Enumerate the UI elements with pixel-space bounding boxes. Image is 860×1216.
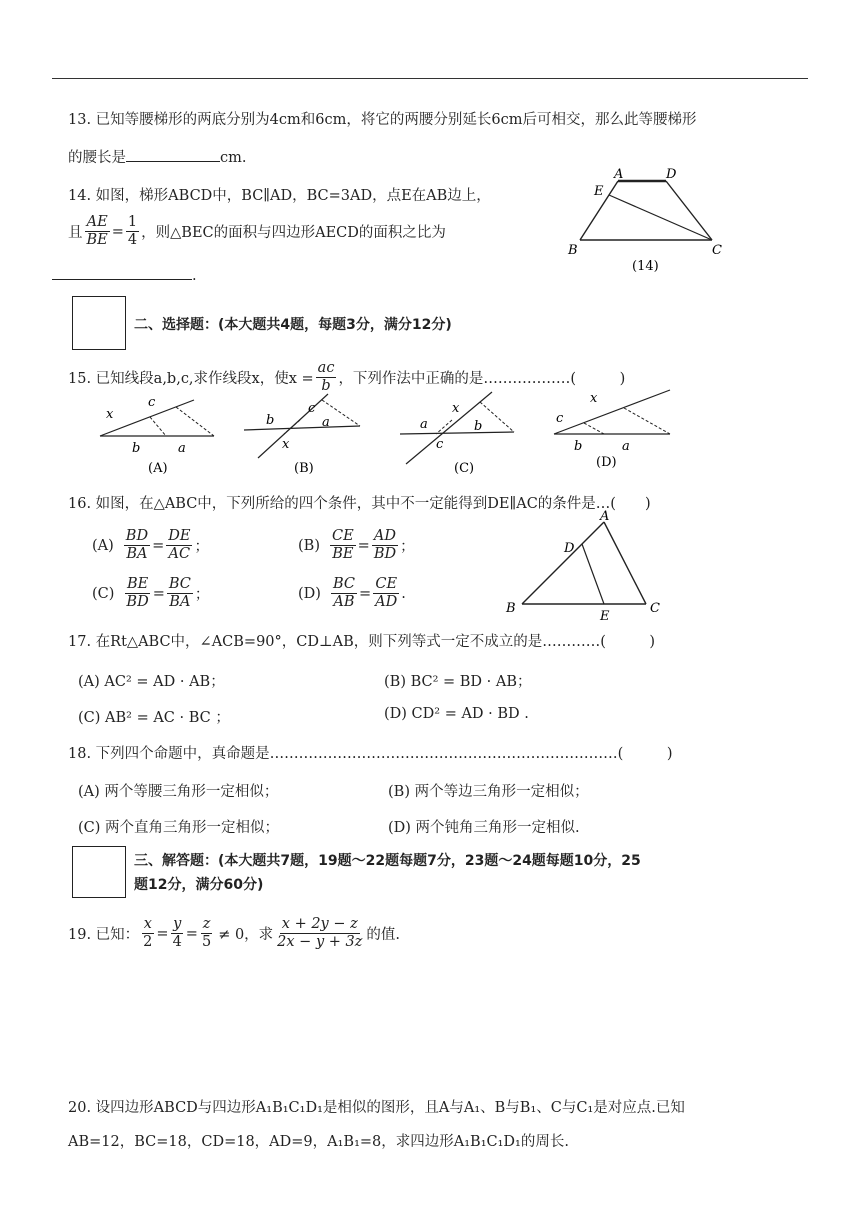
q15-figure-d — [548, 386, 688, 472]
q14-val-num: 1 — [127, 214, 138, 230]
q14-frac-den: BE — [86, 232, 108, 248]
q16c-d2: BA — [169, 594, 191, 610]
q16c-end: ； — [194, 587, 210, 603]
q19-f2n: y — [173, 916, 182, 932]
q16b-n1: CE — [331, 528, 354, 544]
q16b-frac2 — [372, 528, 398, 563]
q16b-eq: = — [357, 537, 370, 554]
q15-figure-c — [396, 390, 526, 474]
q17-stem: 17. 在Rt△ABC中，∠ACB=90°，CD⊥AB，则下列等式一定不成立的是…………( ) — [68, 634, 656, 650]
q19-f3n: z — [202, 916, 211, 932]
q14-line3 — [52, 268, 197, 284]
q15a-label-x: x — [106, 407, 114, 422]
q14-end: . — [192, 268, 197, 284]
q14-val-den: 4 — [127, 232, 138, 248]
q15c-label-c: c — [436, 437, 444, 452]
q16b-d1: BE — [332, 546, 354, 562]
q18-stem: 18. 下列四个命题中，真命题是………………………………………………………………( ) — [68, 746, 673, 762]
q16c-n2: BC — [168, 576, 191, 592]
section2-heading: 二、选择题：(本大题共4题，每题3分，满分12分) — [134, 317, 452, 333]
q20-line2: AB=12，BC=18，CD=18，AD=9，A₁B₁=8，求四边形A₁B₁C₁D₁的周长. — [68, 1134, 569, 1150]
q16a-d1: BA — [126, 546, 148, 562]
q14-line2 — [68, 214, 446, 249]
q14-answer-blank[interactable] — [52, 279, 192, 280]
q16d-frac2 — [373, 576, 399, 611]
q15b-label-a: a — [322, 415, 330, 430]
q15-caption-b: (B) — [294, 461, 314, 474]
q16-triangle-figure — [500, 508, 680, 624]
q19-stem — [68, 916, 400, 951]
q16b-frac1 — [330, 528, 356, 563]
q15-caption-c: (C) — [454, 461, 475, 474]
q19-frac-z — [200, 916, 213, 951]
q15b-label-x: x — [282, 437, 290, 452]
q17-option-b[interactable]: (B) BC² = BD · AB； — [384, 674, 532, 690]
q17-option-a[interactable]: (A) AC² = AD · AB； — [78, 674, 225, 690]
q16-option-c[interactable] — [92, 576, 209, 611]
q15-figure-a — [90, 392, 230, 474]
q16a-frac1 — [124, 528, 150, 563]
q14-post: ，则△BEC的面积与四边形AECD的面积之比为 — [141, 225, 446, 241]
q16a-frac2 — [166, 528, 192, 563]
q14-label-a: A — [614, 167, 624, 182]
q16a-eq: = — [152, 537, 165, 554]
q15-frac-den: b — [321, 378, 331, 394]
section2-score-box[interactable] — [72, 296, 126, 350]
q15a-label-b: b — [132, 441, 141, 456]
q16b-label: (B) — [298, 537, 320, 554]
q16c-eq: = — [152, 585, 165, 602]
q14-eq: = — [111, 223, 124, 240]
q14-trapezoid-figure — [560, 164, 730, 278]
section3-heading-line2: 题12分，满分60分) — [134, 877, 264, 893]
q16b-d2: BD — [373, 546, 397, 562]
q19-eq1: = — [156, 925, 169, 942]
q17-option-d[interactable]: (D) CD² = AD · BD . — [384, 706, 529, 722]
q16-label-e: E — [600, 609, 610, 624]
q16a-end: ； — [194, 539, 209, 555]
q19-eq2: = — [185, 925, 198, 942]
q15c-label-b: b — [474, 419, 483, 434]
q13-answer-blank[interactable] — [126, 161, 220, 162]
q15-caption-d: (D) — [596, 455, 617, 470]
section3-heading-line1: 三、解答题：(本大题共7题，19题～22题每题7分，23题～24题每题10分，25 — [134, 853, 641, 869]
q15-caption-a: (A) — [148, 461, 168, 474]
q19-neq: ≠ 0，求 — [218, 927, 274, 943]
q16d-d1: AB — [333, 594, 355, 610]
q15c-label-a: a — [420, 417, 428, 432]
q15b-label-c: c — [308, 401, 316, 416]
q20-line1: 20. 设四边形ABCD与四边形A₁B₁C₁D₁是相似的图形，且A与A₁、B与B₁、C与C₁是对应点.已知 — [68, 1100, 685, 1116]
q19-f4d: 2x − y + 3z — [277, 934, 363, 950]
q16d-d2: AD — [375, 594, 398, 610]
q18-option-c[interactable]: (C) 两个直角三角形一定相似； — [78, 820, 280, 836]
q16-label-b: B — [506, 601, 516, 616]
q19-frac-y — [171, 916, 184, 951]
q14-fraction-ae-be — [85, 214, 110, 249]
q15d-label-b: b — [574, 439, 583, 454]
q19-f2d: 4 — [172, 934, 182, 950]
q14-label-e: E — [594, 184, 604, 199]
q14-label-b: B — [568, 243, 578, 258]
q16b-end: ； — [400, 539, 415, 555]
q15-text-pre: 15. 已知线段a,b,c,求作线段x，使x = — [68, 371, 314, 387]
q16-label-a: A — [600, 509, 610, 524]
q13-line2-post: cm. — [220, 150, 247, 166]
q16b-n2: AD — [373, 528, 397, 544]
q15a-label-c: c — [148, 395, 156, 410]
q15d-label-a: a — [622, 439, 630, 454]
q16a-n2: DE — [168, 528, 191, 544]
q16-option-a[interactable] — [92, 528, 209, 563]
q15-text-post: ，下列作法中正确的是………………( ) — [338, 371, 626, 387]
q18-option-a[interactable]: (A) 两个等腰三角形一定相似； — [78, 784, 279, 800]
q13-line1: 13. 已知等腰梯形的两底分别为4cm和6cm，将它的两腰分别延长6cm后可相交，那么此等腰梯形 — [68, 112, 697, 128]
q13-line2 — [68, 146, 246, 167]
q16d-eq: = — [358, 585, 372, 602]
q16c-frac1 — [124, 576, 150, 611]
q19-f4n: x + 2y − z — [281, 916, 358, 932]
q14-label-c: C — [712, 243, 722, 258]
q15c-label-x: x — [452, 401, 460, 416]
q14-pre: 且 — [68, 225, 83, 241]
q16c-label: (C) — [92, 585, 115, 602]
q16-label-d: D — [564, 541, 575, 556]
q18-option-b[interactable]: (B) 两个等边三角形一定相似； — [388, 784, 589, 800]
q16-stem: 16. 如图，在△ABC中，下列所给的四个条件，其中不一定能得到DE∥AC的条件是…( ) — [68, 496, 651, 512]
q16a-d2: AC — [168, 546, 191, 562]
q16-option-b[interactable] — [298, 528, 415, 563]
q13-line2-pre: 的腰长是 — [68, 150, 126, 166]
q16d-label: (D) — [298, 585, 321, 602]
q16d-n1: BC — [332, 576, 355, 592]
q14-caption: (14) — [632, 259, 659, 274]
q19-frac-x — [141, 916, 154, 951]
q15b-label-b: b — [266, 413, 275, 428]
q16a-label: (A) — [92, 537, 114, 554]
q15d-label-x: x — [590, 391, 598, 406]
q19-f3d: 5 — [201, 934, 212, 950]
q14-label-d: D — [666, 167, 677, 182]
q16-option-d[interactable] — [298, 576, 406, 611]
q16d-end: . — [401, 585, 406, 602]
q19-f1n: x — [143, 916, 152, 932]
q17-option-c[interactable]: (C) AB² = AC · BC ； — [78, 710, 230, 726]
section3-score-box[interactable] — [72, 846, 126, 898]
q14-line1: 14. 如图，梯形ABCD中，BC∥AD，BC=3AD，点E在AB边上， — [68, 188, 491, 204]
q15d-label-c: c — [556, 411, 564, 426]
q19-post: 的值. — [366, 927, 400, 943]
q15-figure-b — [238, 390, 368, 474]
q16d-frac1 — [331, 576, 357, 611]
q16c-d1: BD — [126, 594, 149, 610]
q16c-n1: BE — [126, 576, 149, 592]
q19-pre: 19. 已知： — [68, 927, 140, 943]
q14-frac-num: AE — [86, 214, 108, 230]
q18-option-d[interactable]: (D) 两个钝角三角形一定相似. — [388, 820, 580, 836]
q14-fraction-value — [126, 214, 139, 249]
q16d-n2: CE — [375, 576, 398, 592]
q16-label-c: C — [650, 601, 660, 616]
q19-f1d: 2 — [143, 934, 153, 950]
header-rule — [52, 78, 808, 79]
q16a-n1: BD — [125, 528, 149, 544]
q15-frac-num: ac — [317, 360, 335, 376]
q15a-label-a: a — [178, 441, 186, 456]
q19-frac-expr — [275, 916, 364, 951]
q16c-frac2 — [167, 576, 193, 611]
